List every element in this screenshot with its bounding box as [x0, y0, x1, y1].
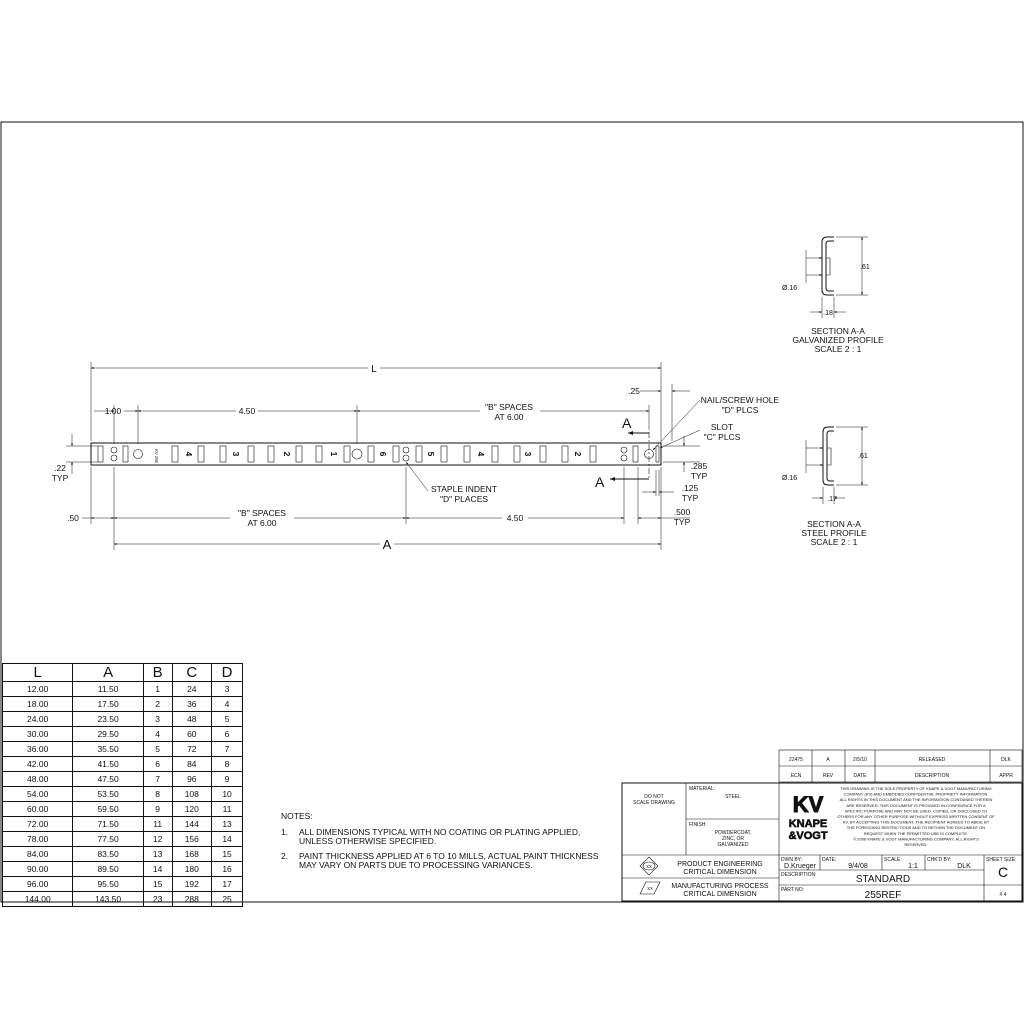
slot	[514, 446, 520, 462]
table-cell: 10	[212, 787, 243, 802]
table-row	[3, 697, 243, 712]
mpc-line-2: CRITICAL DIMENSION	[683, 891, 757, 898]
finish-value-3: GALVANIZED	[717, 842, 749, 848]
pec-line-1: PRODUCT ENGINEERING	[677, 861, 763, 868]
table-cell: 96.00	[3, 877, 73, 892]
callout-nail-hole-sub: "D" PLCS	[721, 405, 759, 415]
table-row	[3, 682, 243, 697]
table-cell: 14	[212, 832, 243, 847]
logo-mid: KNAPE	[788, 818, 828, 830]
slot	[492, 446, 498, 462]
table-cell: 72	[172, 742, 212, 757]
table-cell: 12.00	[3, 682, 73, 697]
table-cell: 90.00	[3, 862, 73, 877]
steel-width: .17	[827, 496, 837, 503]
section-mark-top: A	[622, 415, 632, 431]
legal-line: ALL RIGHTS IN THIS DOCUMENT AND THE INFORMATION CONTAINED THEREIN	[839, 797, 993, 803]
dim-0-25: .25	[628, 386, 640, 396]
table-row	[3, 862, 243, 877]
dim-0-285-typ: TYP	[690, 471, 708, 481]
sheet-number: # 4	[999, 892, 1007, 898]
dim-0-22-typ: TYP	[51, 473, 69, 483]
steel-caption-3: SCALE 2 : 1	[810, 537, 858, 547]
callout-staple-sub: "D" PLACES	[439, 494, 489, 504]
legal-line: RESERVED.	[904, 842, 928, 847]
header-A: A	[73, 664, 143, 682]
table-cell: 4	[143, 727, 172, 742]
slot	[590, 446, 596, 462]
table-row	[3, 772, 243, 787]
table-cell: 16	[212, 862, 243, 877]
section-galvanized	[782, 237, 884, 354]
date-value: 9/4/08	[848, 863, 868, 870]
note-2-line-2: MAY VARY ON PARTS DUE TO PROCESSING VARIANCES.	[299, 860, 533, 870]
dim-4-50-top: 4.50	[238, 406, 256, 416]
dim-0-125: .125	[681, 483, 699, 493]
notes	[281, 811, 599, 870]
callout-slot: SLOT	[710, 422, 734, 432]
finish-value-2: ZINC, OR	[722, 836, 744, 842]
material-label: MATERIAL:	[689, 786, 716, 792]
desc-label: DESCRIPTION:	[781, 872, 817, 878]
rev-desc-header: DESCRIPTION	[914, 773, 950, 779]
slot	[393, 446, 399, 462]
slot	[296, 446, 302, 462]
slot	[540, 446, 546, 462]
do-not-scale-2: SCALE DRAWING	[633, 800, 675, 806]
table-cell: 2	[143, 697, 172, 712]
table-cell: 83.50	[73, 847, 143, 862]
table-cell: 89.50	[73, 862, 143, 877]
table-cell: 48	[172, 712, 212, 727]
table-header-row	[3, 664, 243, 682]
table-cell: 23	[143, 892, 172, 907]
table-cell: 96	[172, 772, 212, 787]
dim-b-spaces-top: "B" SPACES	[485, 402, 533, 412]
logo-bot: &VOGT	[788, 830, 828, 842]
table-cell: 11.50	[73, 682, 143, 697]
mpc-symbol-text: XX	[647, 886, 653, 891]
desc-value: STANDARD	[855, 874, 911, 885]
table-cell: 12	[143, 832, 172, 847]
revision-block	[779, 750, 1022, 782]
slot	[562, 446, 568, 462]
material-value: STEEL	[725, 794, 741, 800]
note-2-num: 2.	[281, 851, 289, 861]
table-row	[3, 787, 243, 802]
dim-1-00: 1.00	[104, 406, 122, 416]
slot	[268, 446, 274, 462]
dwn-value: D.Krueger	[784, 863, 816, 870]
table-cell: 4	[212, 697, 243, 712]
legal-line: ARE RESERVED. THIS DOCUMENT IS PROVIDED IN CONFIDENCE FOR A	[846, 802, 986, 808]
table-cell: 144	[172, 817, 212, 832]
galv-height: .61	[860, 264, 870, 271]
table-cell: 15	[212, 847, 243, 862]
table-cell: 84.00	[3, 847, 73, 862]
legal-line: © 2006 KNAPE & VOGT MANUFACTURING COMPANY. ALL RIGHTS	[853, 836, 979, 842]
table-cell: 168	[172, 847, 212, 862]
table-cell: 60	[172, 727, 212, 742]
table-cell: 14	[143, 862, 172, 877]
date-label: DATE:	[822, 857, 837, 863]
table-cell: 8	[143, 787, 172, 802]
table-cell: 8	[212, 757, 243, 772]
table-body	[3, 682, 243, 907]
slot	[368, 446, 374, 462]
rev-ecn-value: 22475	[789, 757, 803, 763]
table-row	[3, 712, 243, 727]
steel-height: .61	[858, 453, 868, 460]
rev-desc-value: RELEASED	[918, 757, 946, 763]
table-cell: 54.00	[3, 787, 73, 802]
dim-L: L	[371, 364, 377, 375]
table-row	[3, 847, 243, 862]
nail-hole	[134, 450, 143, 459]
rail-number: 6	[377, 451, 388, 457]
section-steel	[782, 427, 868, 547]
table-cell: 7	[143, 772, 172, 787]
slot	[220, 446, 226, 462]
table-cell: 156	[172, 832, 212, 847]
table-row	[3, 757, 243, 772]
note-1-line-1: ALL DIMENSIONS TYPICAL WITH NO COATING OR PLATING APPLIED,	[299, 827, 581, 837]
dim-b-spaces-bottom-sub: AT 6.00	[247, 518, 277, 528]
table-cell: 42.00	[3, 757, 73, 772]
rail-number: 2	[572, 451, 583, 457]
rev-appr-value: DLK	[1001, 757, 1011, 763]
header-C: C	[172, 664, 212, 682]
rail-numbers	[184, 452, 583, 457]
mpc-line-1: MANUFACTURING PROCESS	[671, 883, 769, 890]
finish-label: FINISH:	[689, 822, 707, 828]
legal-line: THE FOREGOING RESTRICTIONS AND TO RETURN THE DOCUMENT ON	[846, 825, 986, 831]
table-cell: 53.50	[73, 787, 143, 802]
title-block	[622, 783, 1022, 901]
dimension-table	[2, 663, 243, 907]
dim-0-285: .285	[690, 461, 708, 471]
rail-number: 3	[522, 451, 533, 457]
pec-symbol-text: XX	[646, 864, 652, 869]
table-cell: 180	[172, 862, 212, 877]
rev-rev-value: A	[826, 757, 830, 763]
table-cell: 11	[212, 802, 243, 817]
chkd-label: CHK'D BY:	[927, 857, 952, 863]
table-cell: 77.50	[73, 832, 143, 847]
finish-value-1: POWDERCOAT,	[714, 830, 752, 836]
table-row	[3, 742, 243, 757]
dim-0-22: .22	[54, 463, 66, 473]
part-label: PART NO:	[781, 887, 805, 893]
slot	[464, 446, 470, 462]
table-cell: 59.50	[73, 802, 143, 817]
table-row	[3, 832, 243, 847]
slot	[198, 446, 204, 462]
steel-caption-2: STEEL PROFILE	[801, 528, 867, 538]
steel-dia: Ø.16	[782, 475, 798, 482]
chkd-value: DLK	[957, 863, 971, 870]
rail-number: 4	[475, 451, 486, 457]
dim-b-spaces-top-sub: AT 6.00	[494, 412, 524, 422]
part-value: 255REF	[864, 890, 902, 901]
table-cell: 6	[212, 727, 243, 742]
table-cell: 5	[212, 712, 243, 727]
rail-number: 5	[425, 451, 436, 457]
do-not-scale-1: DO NOT	[644, 794, 664, 800]
rev-appr-header: APPR	[999, 773, 1013, 779]
table-cell: 108	[172, 787, 212, 802]
rail-number: 2	[281, 451, 292, 457]
rev-date-header: DATE	[853, 773, 867, 779]
pec-line-2: CRITICAL DIMENSION	[683, 869, 757, 876]
table-cell: 36.00	[3, 742, 73, 757]
table-row	[3, 892, 243, 907]
callout-slot-sub: "C" PLCS	[703, 432, 741, 442]
rev-rev-header: REV	[822, 773, 834, 779]
dim-0-125-typ: TYP	[681, 493, 699, 503]
staple-indent	[621, 447, 627, 453]
table-cell: 143.50	[73, 892, 143, 907]
staple-indent	[111, 447, 117, 453]
table-cell: 120	[172, 802, 212, 817]
table-cell: 60.00	[3, 802, 73, 817]
table-cell: 23.50	[73, 712, 143, 727]
rail-view	[91, 415, 661, 490]
table-cell: 11	[143, 817, 172, 832]
dwn-label: DWN BY:	[781, 857, 803, 863]
slot	[441, 446, 447, 462]
legal-line: OTHERS FOR ANY OTHER PURPOSE WITHOUT EXPRESS WRITTEN CONSENT OF	[837, 814, 995, 819]
table-cell: 7	[212, 742, 243, 757]
slot	[316, 446, 322, 462]
legal-line: KV. BY ACCEPTING THIS DOCUMENT, THE RECIPIENT AGREES TO ABIDE BY	[842, 819, 990, 825]
scale-label: SCALE:	[884, 857, 902, 863]
note-1-line-2: UNLESS OTHERWISE SPECIFIED.	[299, 836, 437, 846]
galv-caption-1: SECTION A-A	[811, 326, 865, 336]
kv-logo	[788, 792, 827, 842]
table-row	[3, 802, 243, 817]
rail-number: 1	[328, 451, 339, 457]
dim-0-50: .50	[67, 513, 79, 523]
table-cell: 15	[143, 877, 172, 892]
table-cell: 13	[143, 847, 172, 862]
callout-staple: STAPLE INDENT	[431, 484, 497, 494]
slot	[344, 446, 350, 462]
table-cell: 71.50	[73, 817, 143, 832]
header-L: L	[3, 664, 73, 682]
legal-line: COMPANY (KV) AND EMBODIES CONFIDENTIAL PROPRIETY INFORMATION.	[843, 791, 989, 797]
sheet-size-value: C	[997, 864, 1009, 880]
notes-title: NOTES:	[281, 811, 313, 821]
table-cell: 3	[143, 712, 172, 727]
table-cell: 78.00	[3, 832, 73, 847]
table-cell: 5	[143, 742, 172, 757]
table-cell: 29.50	[73, 727, 143, 742]
note-1-num: 1.	[281, 827, 289, 837]
table-cell: 84	[172, 757, 212, 772]
nail-hole	[352, 449, 362, 459]
steel-caption-1: SECTION A-A	[807, 519, 861, 529]
dim-b-spaces-bottom: "B" SPACES	[238, 508, 286, 518]
table-cell: 288	[172, 892, 212, 907]
rail-number: 4	[183, 451, 194, 457]
callouts	[406, 395, 780, 504]
rev-ecn-header: ECN	[790, 773, 802, 779]
rail-number: 3	[230, 451, 241, 457]
legal-line: THIS DRAWING IS THE SOLE PROPERTY OF KNAPE & VOGT MANUFACTURING	[840, 786, 992, 791]
scale-value: 1:1	[908, 863, 918, 870]
header-D: D	[212, 664, 243, 682]
dim-0-500: .500	[673, 507, 691, 517]
table-cell: 9	[212, 772, 243, 787]
table-row	[3, 877, 243, 892]
table-cell: 25	[212, 892, 243, 907]
table-cell: 30.00	[3, 727, 73, 742]
table-cell: 41.50	[73, 757, 143, 772]
legal-line: REQUEST WHEN THE PERMITTED USE IS COMPLETE.	[863, 830, 969, 836]
table-cell: 24.00	[3, 712, 73, 727]
table-cell: 47.50	[73, 772, 143, 787]
table-cell: 24	[172, 682, 212, 697]
header-B: B	[143, 664, 172, 682]
slot	[248, 446, 254, 462]
table-cell: 72.00	[3, 817, 73, 832]
dim-0-500-typ: TYP	[673, 517, 691, 527]
rev-date-value: 2/5/10	[853, 757, 867, 763]
table-row	[3, 817, 243, 832]
rail-logo: KV 255	[154, 449, 159, 463]
slot	[172, 446, 178, 462]
legal-line: SPECIFIC PURPOSE AND MAY NOT BE USED, COPIED, OR DISCLOSED TO	[844, 808, 988, 814]
table-cell: 192	[172, 877, 212, 892]
table-cell: 48.00	[3, 772, 73, 787]
galv-dia: Ø.16	[782, 285, 798, 292]
legal-text	[837, 786, 995, 847]
galv-caption-3: SCALE 2 : 1	[814, 344, 862, 354]
slot	[416, 446, 422, 462]
table-cell: 6	[143, 757, 172, 772]
table-cell: 36	[172, 697, 212, 712]
table-cell: 3	[212, 682, 243, 697]
table-cell: 17	[212, 877, 243, 892]
dim-4-50-bottom: 4.50	[506, 513, 524, 523]
galv-width: .18	[823, 310, 833, 317]
table-cell: 18.00	[3, 697, 73, 712]
section-mark-bottom: A	[595, 474, 605, 490]
dim-A: A	[382, 537, 392, 552]
table-cell: 144.00	[3, 892, 73, 907]
logo-top: KV	[792, 792, 824, 817]
table-cell: 17.50	[73, 697, 143, 712]
note-2-line-1: PAINT THICKNESS APPLIED AT 6 TO 10 MILLS, ACTUAL PAINT THICKNESS	[299, 851, 599, 861]
galv-caption-2: GALVANIZED PROFILE	[792, 335, 884, 345]
table-cell: 9	[143, 802, 172, 817]
dimensions	[52, 362, 708, 552]
table-cell: 13	[212, 817, 243, 832]
table-row	[3, 727, 243, 742]
table-cell: 35.50	[73, 742, 143, 757]
staple-indent	[403, 447, 409, 453]
table-cell: 1	[143, 682, 172, 697]
table-cell: 95.50	[73, 877, 143, 892]
sheet-size-label: SHEET SIZE:	[986, 857, 1017, 863]
callout-nail-hole: NAIL/SCREW HOLE	[700, 395, 780, 405]
